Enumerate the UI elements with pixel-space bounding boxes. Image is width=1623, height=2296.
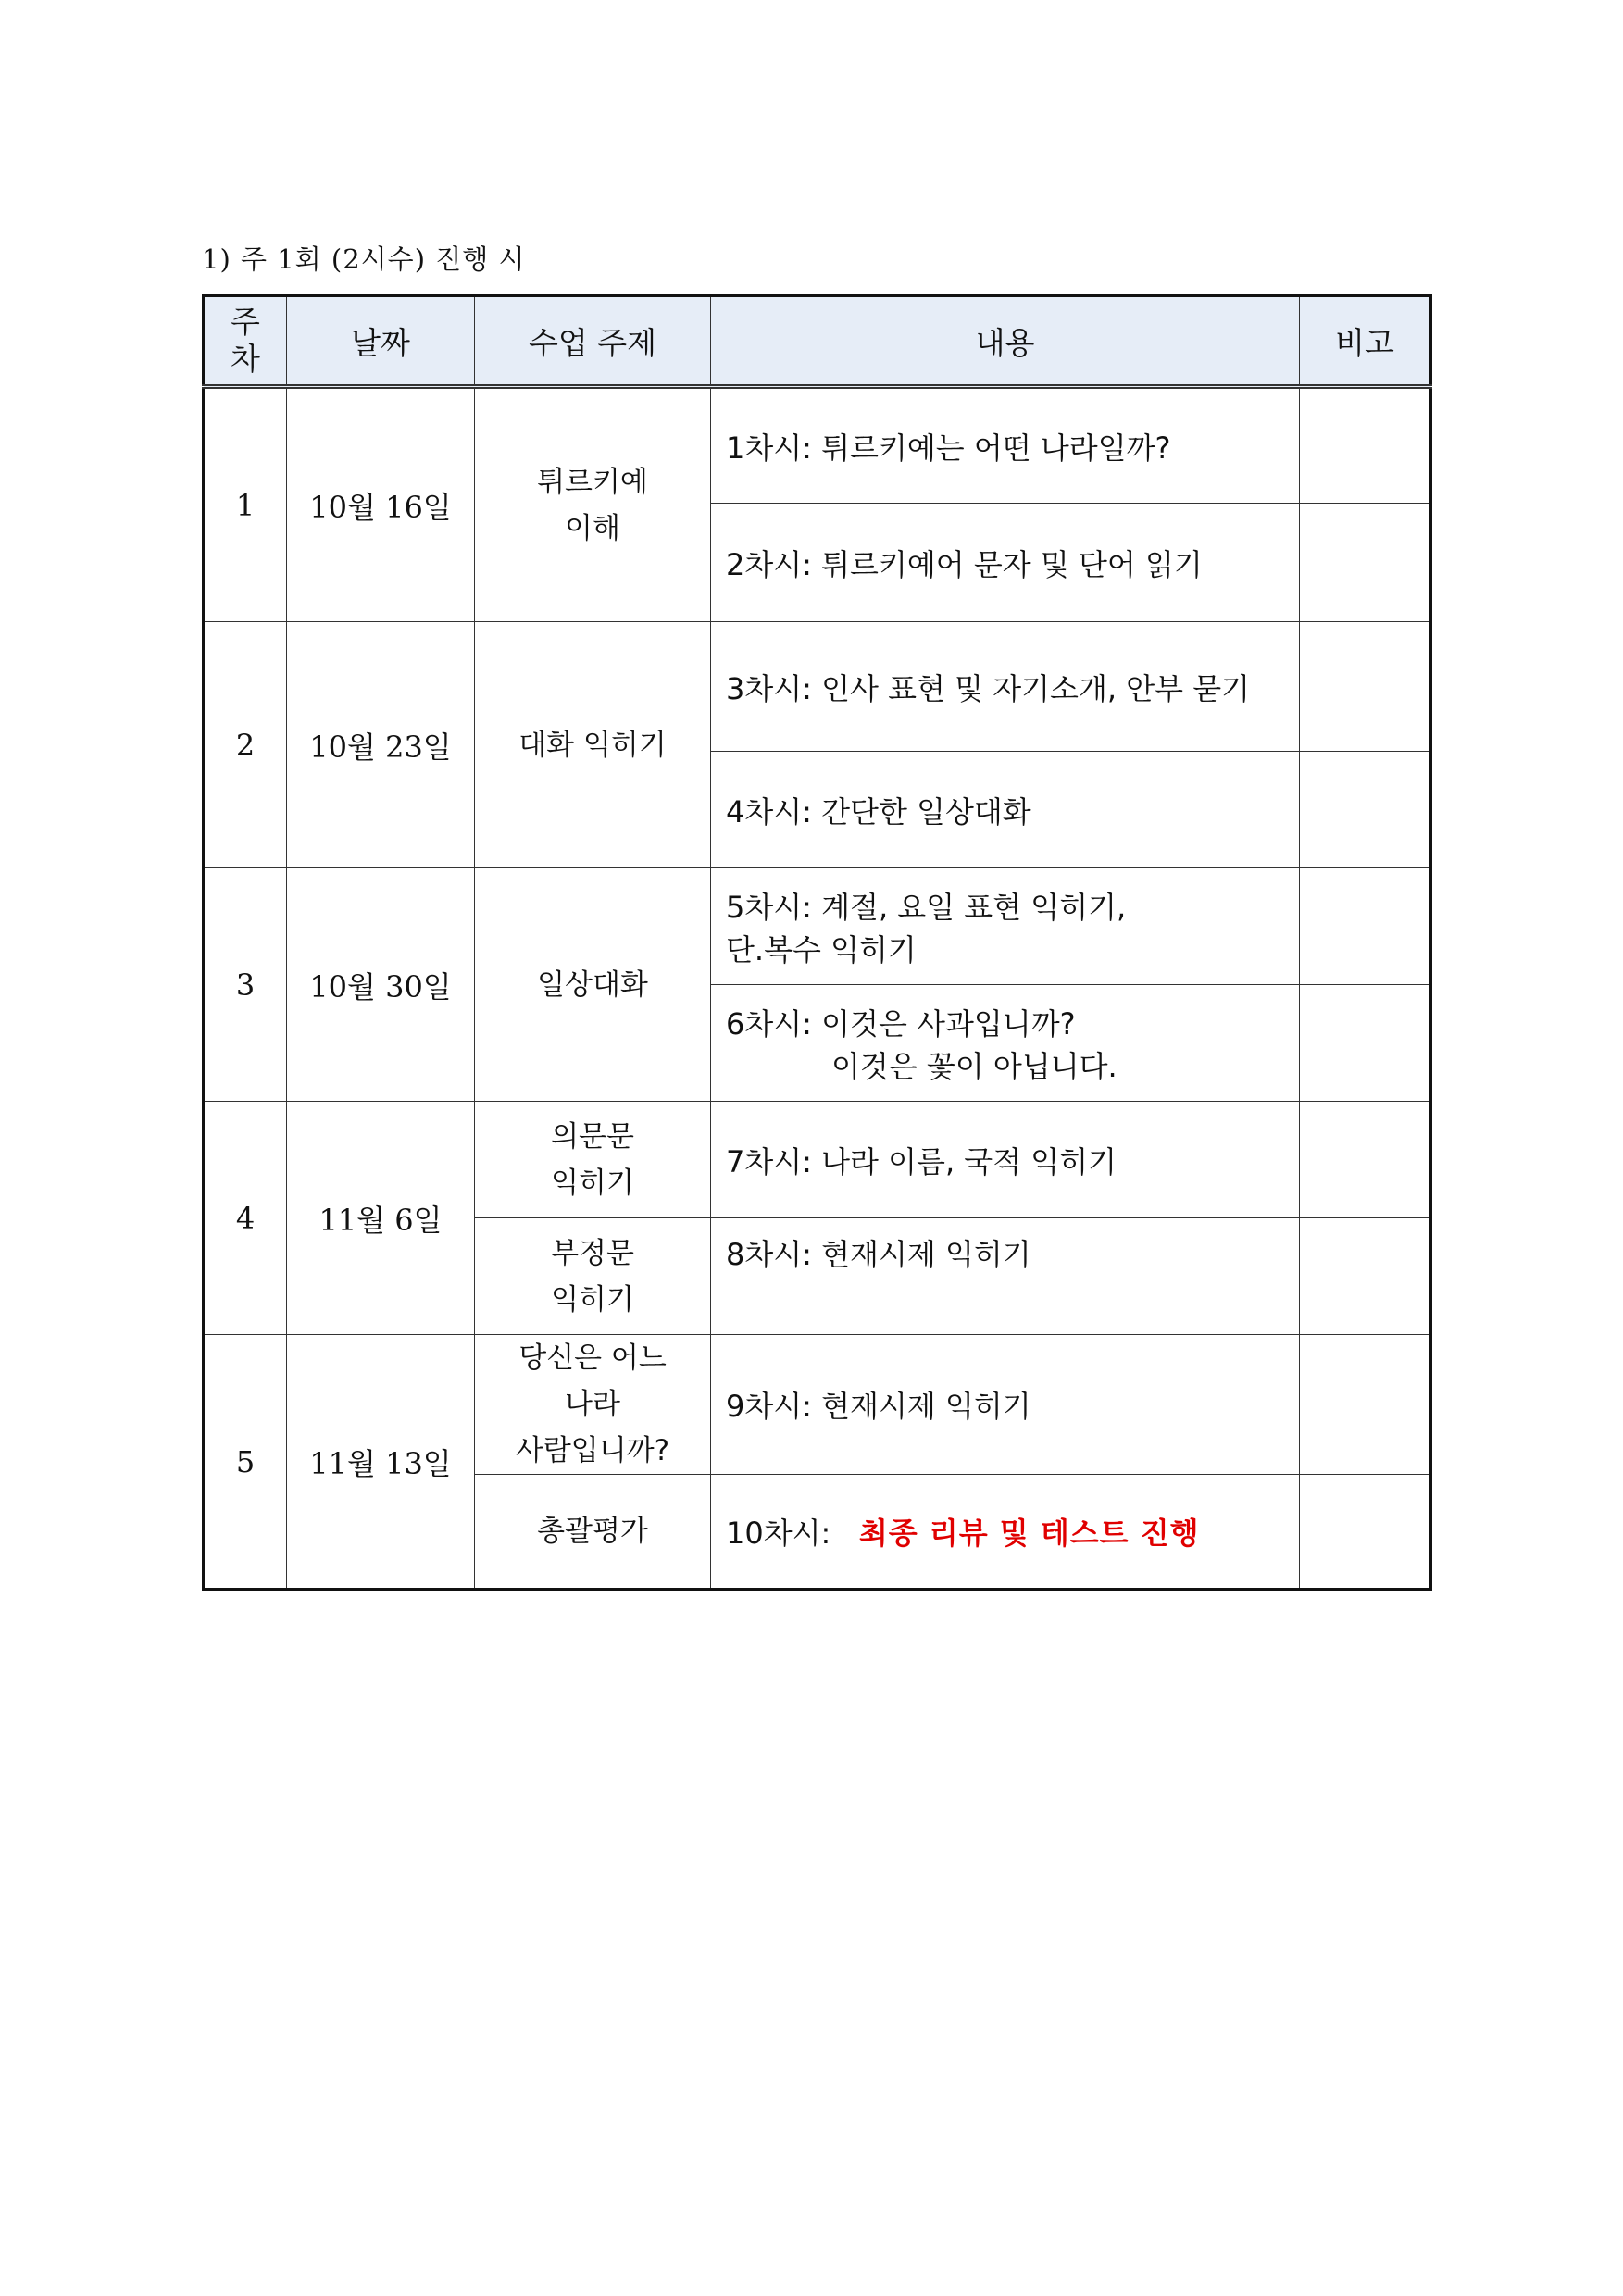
topic-cell: 일상대화	[475, 868, 711, 1102]
date-cell: 10월 16일	[287, 387, 475, 622]
week-number: 3	[204, 868, 287, 1102]
topic-cell: 의문문 익히기	[475, 1102, 711, 1218]
topic-cell: 부정문 익히기	[475, 1218, 711, 1335]
topic-cell: 튀르키예 이해	[475, 387, 711, 622]
note-cell	[1300, 1335, 1431, 1475]
header-row	[204, 296, 1431, 387]
date-cell: 11월 13일	[287, 1335, 475, 1590]
date-cell: 10월 23일	[287, 622, 475, 868]
note-cell	[1300, 387, 1431, 504]
week-number: 5	[204, 1335, 287, 1590]
week-number: 4	[204, 1102, 287, 1335]
header-date: 날짜	[287, 296, 475, 387]
content-cell	[711, 1475, 1300, 1590]
table-row	[204, 387, 1431, 504]
content-cell: 2차시: 튀르키예어 문자 및 단어 읽기	[711, 504, 1300, 622]
table-row	[204, 1335, 1431, 1475]
topic-cell: 대화 익히기	[475, 622, 711, 868]
table-caption: 1) 주 1회 (2시수) 진행 시	[202, 243, 526, 275]
header-week: 주 차	[204, 296, 287, 387]
week-number: 1	[204, 387, 287, 622]
content-cell: 5차시: 계절, 요일 표현 익히기, 단.복수 익히기	[711, 868, 1300, 985]
note-cell	[1300, 752, 1431, 868]
table-row	[204, 868, 1431, 985]
note-cell	[1300, 868, 1431, 985]
content-cell: 6차시: 이것은 사과입니까? 이것은 꽃이 아닙니다.	[711, 985, 1300, 1102]
highlight-text: 최종 리뷰 및 테스트 진행	[858, 1516, 1200, 1551]
note-cell	[1300, 1475, 1431, 1590]
note-cell	[1300, 985, 1431, 1102]
note-cell	[1300, 1102, 1431, 1218]
content-cell: 9차시: 현재시제 익히기	[711, 1335, 1300, 1475]
header-topic: 수업 주제	[475, 296, 711, 387]
week-number: 2	[204, 622, 287, 868]
note-cell	[1300, 504, 1431, 622]
content-cell: 4차시: 간단한 일상대화	[711, 752, 1300, 868]
content-cell: 1차시: 튀르키예는 어떤 나라일까?	[711, 387, 1300, 504]
header-content: 내용	[711, 296, 1300, 387]
content-cell: 3차시: 인사 표현 및 자기소개, 안부 묻기	[711, 622, 1300, 752]
date-cell: 10월 30일	[287, 868, 475, 1102]
topic-cell: 총괄평가	[475, 1475, 711, 1590]
topic-cell: 당신은 어느 나라 사람입니까?	[475, 1335, 711, 1475]
note-cell	[1300, 1218, 1431, 1335]
content-cell: 7차시: 나라 이름, 국적 익히기	[711, 1102, 1300, 1218]
table-row	[204, 622, 1431, 752]
table-row	[204, 1102, 1431, 1218]
header-note: 비고	[1300, 296, 1431, 387]
note-cell	[1300, 622, 1431, 752]
content-prefix: 10차시:	[726, 1516, 831, 1551]
date-cell: 11월 6일	[287, 1102, 475, 1335]
content-cell: 8차시: 현재시제 익히기	[711, 1218, 1300, 1335]
schedule-table	[202, 294, 1432, 1591]
